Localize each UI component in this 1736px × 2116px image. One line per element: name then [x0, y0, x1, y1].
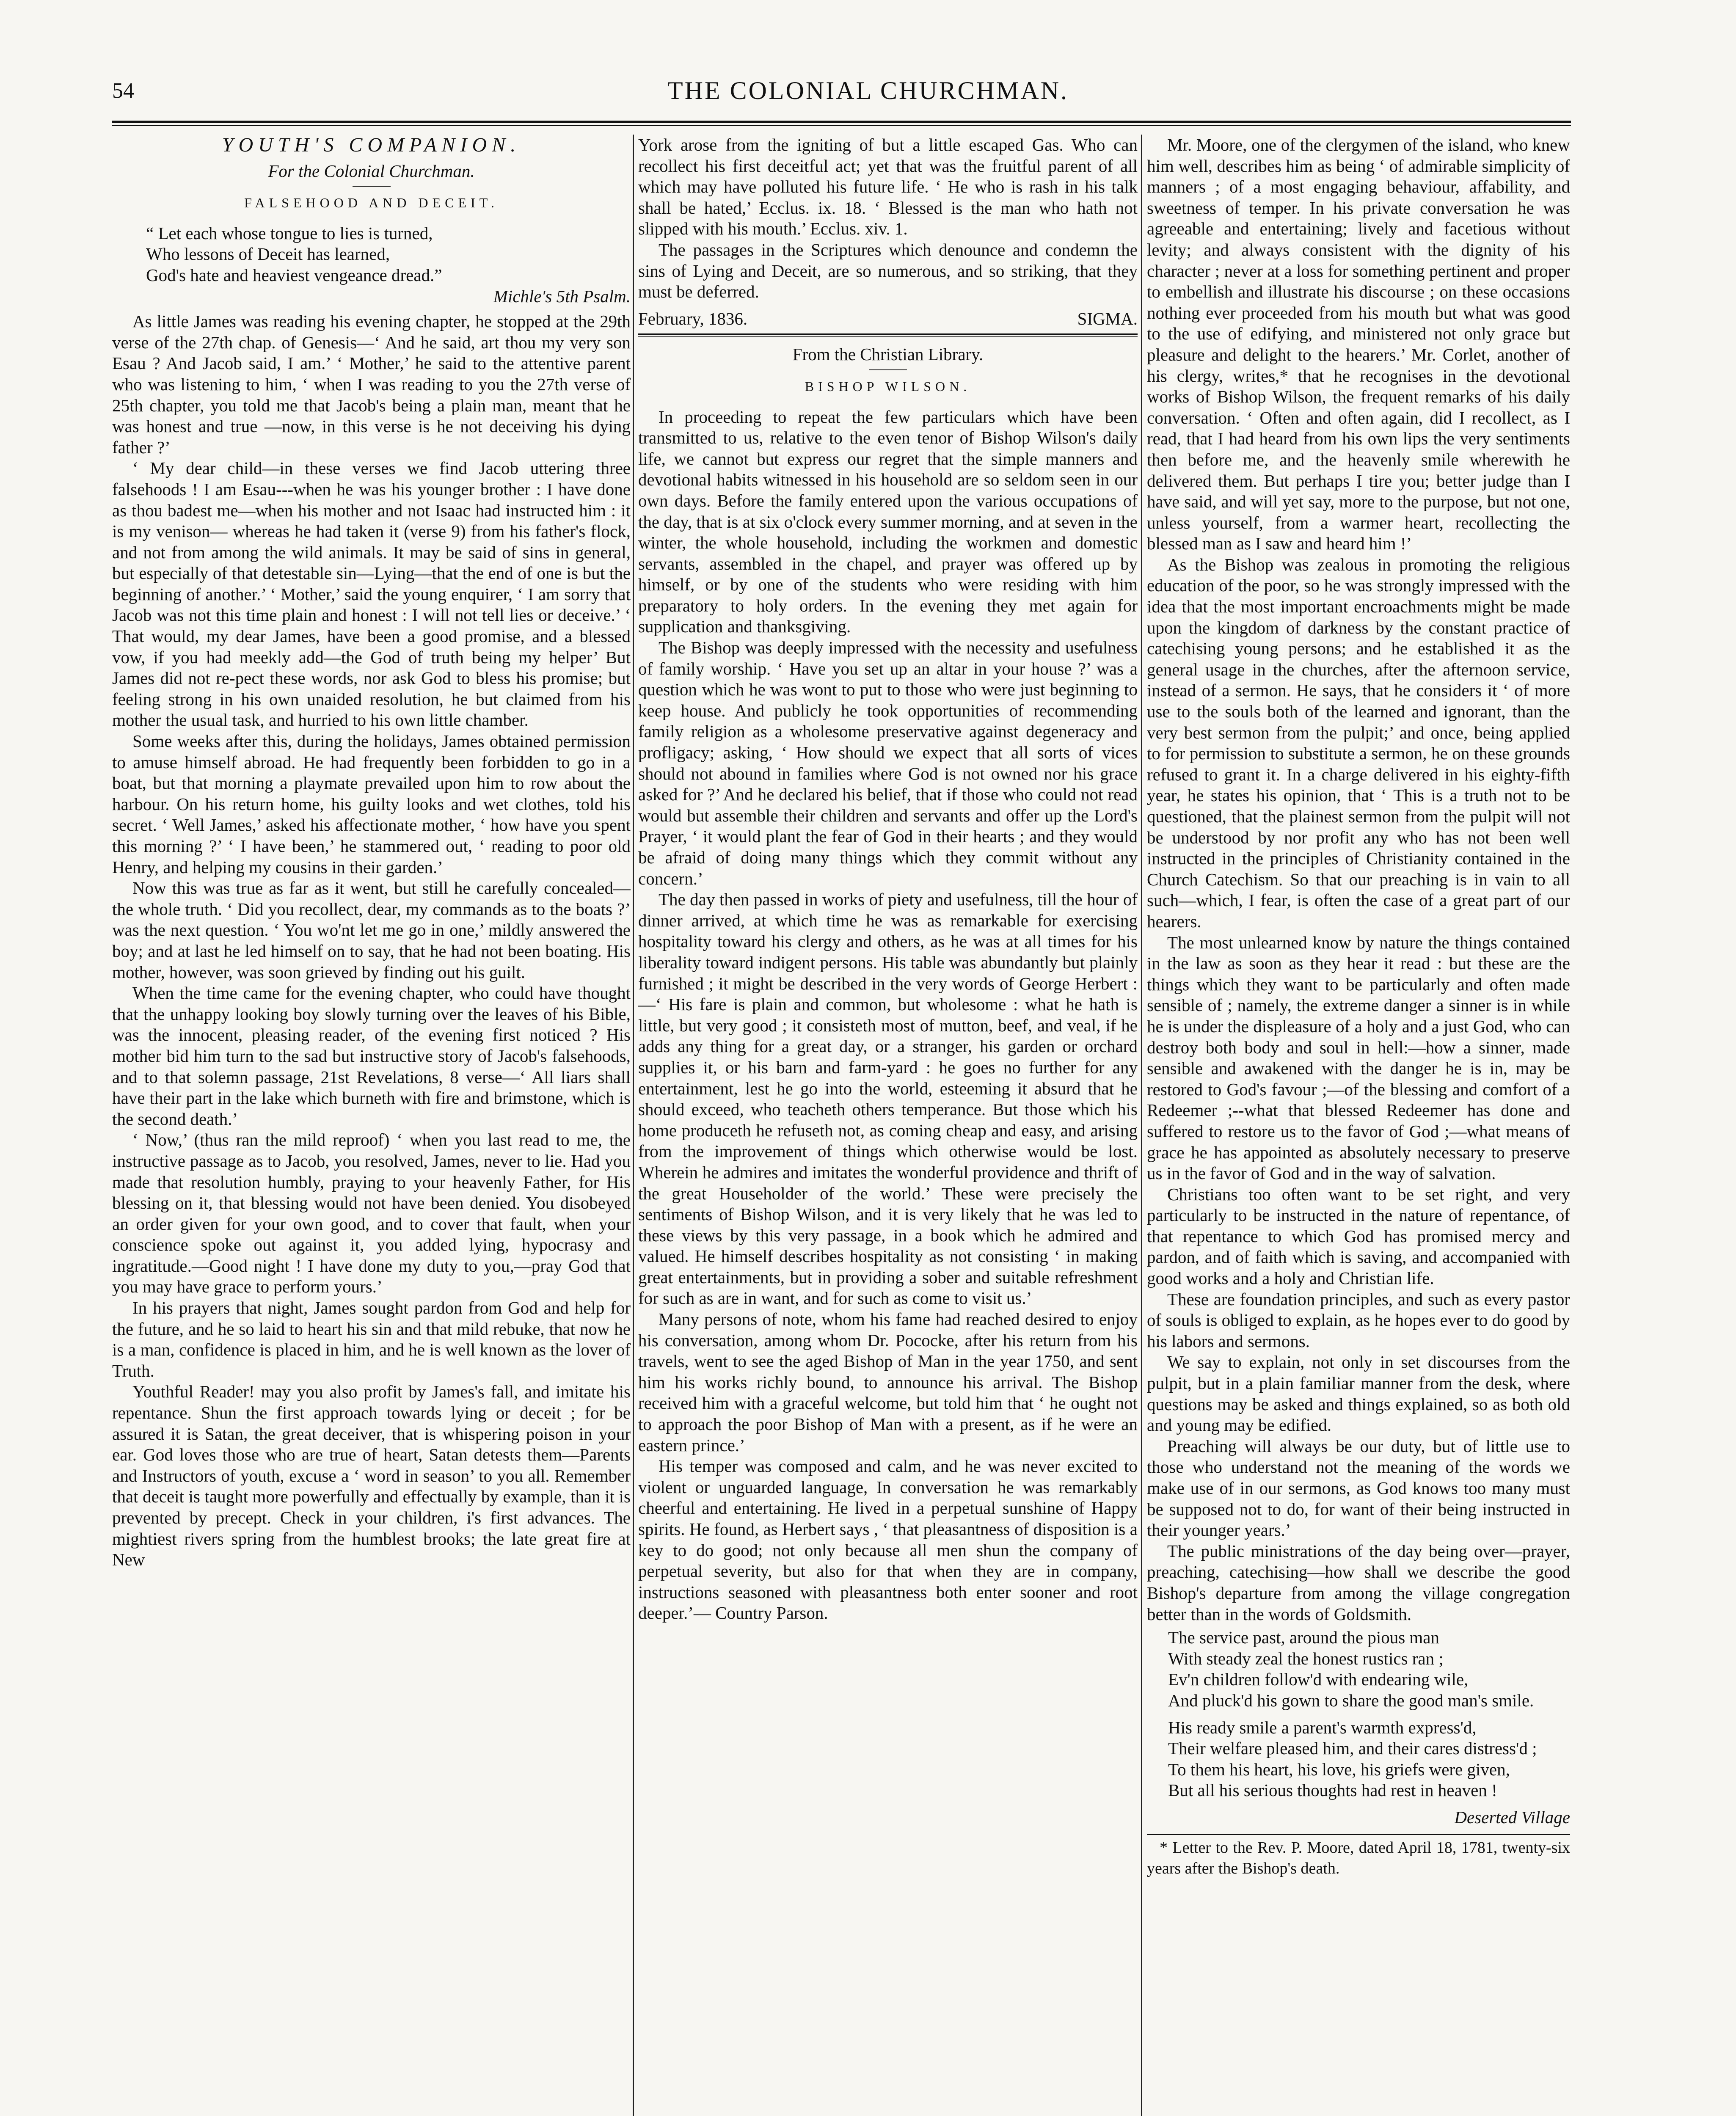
poem [1168, 1627, 1570, 1828]
paragraph: The day then passed in works of piety and usefulness, till the hour of dinner arrived, at which time he was as remarkable for exercising hospitality toward his clergy and others, as he was at all times for his liberality toward indigent persons. His table was abundantly but plainly furnished ; it might be described in the very words of George Herbert :—‘ His fare is plain and common, but wholesome : what he hath is little, but very good ; it consisteth most of mutton, beef, and veal, if he adds any thing for a great day, or a stranger, his garden or orchard supplies it, or his barn and farm-yard : he goes no further for any entertainment, lest he go into the world, esteeming it absurd that he should exceed, who teacheth others temperance. But those which his home produceth he refuseth not, as coming cheap and easy, and arising from the improvement of things which otherwise would be lost. Wherein he admires and imitates the wonderful providence and thrift of the great Householder of the world.’ These were precisely the sentiments of Bishop Wilson, and it is very likely that he was led to these views by this very passage, in a book which he admired and valued. He himself describes hospitality as not consisting ‘ in making great entertainments, but in providing a sober and suitable refreshment for such as are in want, and for such as come to visit us.’ [638, 890, 1138, 1308]
poem-line: And pluck'd his gown to share the good man's smile. [1168, 1690, 1534, 1710]
divider [353, 186, 391, 187]
article-title: FALSEHOOD AND DECEIT. [244, 195, 499, 211]
paragraph: We say to explain, not only in set discourses from the pulpit, but in a plain familiar manner from the desk, where questions may be asked and things explained, so as both old and young may be edified. [1147, 1352, 1570, 1435]
paragraph: The Bishop was deeply impressed with the necessity and usefulness of family worship. ‘ Have you set up an altar in your house ?’ was a question which he was wont to put to those who were just beginning to keep house. And publicly he took opportunities of recommending family religion as a wholesome preservative against degeneracy and profligacy; asking, ‘ How should we expect that all sorts of vices should not abound in families where God is not owned nor his grace asked for ?’ And he declared his belief, that if those who could not read would but assemble their children and servants and offer up the Lord's Prayer, ‘ it would plant the fear of God in their hearts ; and they would be afraid of doing many things which they commit without any concern.’ [638, 638, 1138, 888]
paragraph: As little James was reading his evening chapter, he stopped at the 29th verse of the 27th chap. of Genesis—‘ And he said, art thou my very son Esau ? And Jacob said, I am.’ ‘ Mother,’ he said to the attentive parent who was listening to him, ‘ when I was reading to you the 27th verse of 25th chapter, you told me that Jacob's being a plain man, meant that he was honest and true —now, in this verse is he not deceiving his dying father ?’ [112, 311, 631, 457]
epigraph-line: God's hate and heaviest vengeance dread.” [146, 265, 442, 285]
poem-stanza [1168, 1627, 1570, 1711]
paragraph: Now this was true as far as it went, but still he carefully concealed—the whole truth. ‘ Did you recollect, dear, my commands as to the boats ?’ was the next question. ‘ You wo'nt let me go in one,’ mildly answered the boy; and at last he led himself on to say, that he had not been boating. His mother, however, was soon grieved by finding out his guilt. [112, 878, 631, 982]
paragraph: As the Bishop was zealous in promoting the religious education of the poor, so he was strongly impressed with the idea that the most important encroachments might be made upon the kingdom of darkness by the constant practice of catechising young persons; and he established it as the general usage in the churches, after the afternoon service, instead of a sermon. He says, that he considers it ‘ of more use to the souls both of the learned and ignorant, than the very best sermon from the pulpit;’ and once, being applied to for permission to substitute a sermon, he on these grounds refused to grant it. In a charge delivered in his eighty-fifth year, he states his opinion, that ‘ This is a truth not to be questioned, that the plainest sermon from the pulpit will not be understood by nor profit any who has not been well instructed in the principles of Christianity contained in the Church Catechism. So that our preaching is in vain to all such—which, I fear, is often the case of a great part of our hearers. [1147, 554, 1570, 931]
section-title: YOUTH'S COMPANION. [222, 135, 521, 156]
poem-stanza [1168, 1717, 1570, 1801]
poem-line: To them his heart, his love, his griefs were given, [1168, 1759, 1510, 1779]
paragraph: In proceeding to repeat the few particulars which have been transmitted to us, relative to the even tenor of Bishop Wilson's daily life, we cannot but express our regret that the simple manners and devotional habits witnessed in his household are so seldom seen in our own days. Before the family entered upon the various occupations of the day, that is at six o'clock every summer morning, and at seven in the winter, the whole household, including the workmen and domestic servants, assembled in the chapel, and prayer was offered up by himself, or by one of the students who were residing with him preparatory to holy orders. In the evening they met again for supplication and thanksgiving. [638, 407, 1138, 636]
paragraph: Youthful Reader! may you also profit by James's fall, and imitate his repentance. Shun the first approach towards lying or deceit ; for be assured it is Satan, the great deceiver, that is whispering poison in your ear. God loves those who are true of heart, Satan detests them—Parents and Instructors of youth, excuse a ‘ word in season’ to you all. Remember that deceit is taught more powerfully and effectually by example, than it is prevented by precept. Check in your children, i's first advances. The mightiest rivers spring from the humblest brooks; the late great fire at New [112, 1382, 631, 1570]
paragraph: Some weeks after this, during the holidays, James obtained permission to amuse himself abroad. He had frequently been forbidden to go in a boat, but that morning a playmate prevailed upon him to row about the harbour. On his return home, his guilty looks and wet clothes, told his secret. ‘ Well James,’ asked his affectionate mother, ‘ how have you spent this morning ?’ ‘ I have been,’ he stammered out, ‘ reading to poor old Henry, and helping my cousins in their garden.’ [112, 731, 631, 877]
paragraph: Preaching will always be our duty, but of little use to those who understand not the meaning of the words we make use of in our sermons, as God knows too many must be supposed not to do, for want of their being instructed in their younger years.’ [1147, 1436, 1570, 1540]
paragraph: Mr. Moore, one of the clergymen of the island, who knew him well, describes him as being ‘ of admirable simplicity of manners ; of a most engaging behaviour, affability, and sweetness of temper. In his private conversation he was agreeable and entertaining; lively and facetious without levity; and always consistent with the dignity of his character ; never at a loss for something pertinent and proper to embellish and illustrate his discourse ; on these occasions nothing ever proceeded from his mouth but what was good to the use of edifying, and ministered not only grace but pleasure and delight to the hearers.’ Mr. Corlet, another of his clergy, writes,* that he recognises in the devotional works of Bishop Wilson, the frequent remarks of his daily conversation. ‘ Often and often again, did I recollect, as I read, that I had heard from his own lips the very sentiments then before me, and the heavenly smile wherewith he delivered them. But perhaps I tire you; better judge than I have said, and will yet say, more to the purpose, but not one, unless yourself, from a warmer heart, recollecting the blessed man as I saw and heard him !’ [1147, 135, 1570, 554]
column-3 [1147, 135, 1570, 2116]
poem-line: His ready smile a parent's warmth express'd, [1168, 1717, 1477, 1737]
paragraph: Many persons of note, whom his fame had reached desired to enjoy his conversation, among whom Dr. Pococke, after his return from his travels, went to see the aged Bishop of Man in the year 1750, and sent him his works richly bound, to announce his arrival. The Bishop received him with a graceful welcome, but told him that ‘ he ought not to approach the poor Bishop of Man with a present, as if he were an eastern prince.’ [638, 1309, 1138, 1455]
column-1 [112, 135, 631, 2116]
article-date: February, 1836. [638, 309, 748, 328]
paragraph: The passages in the Scriptures which denounce and condemn the sins of Lying and Deceit, are so numerous, and so striking, that they must be deferred. [638, 240, 1138, 302]
poem-source: Deserted Village [1454, 1807, 1570, 1827]
poem-line: Ev'n children follow'd with endearing wile, [1168, 1670, 1469, 1689]
poem-line: But all his serious thoughts had rest in heaven ! [1168, 1780, 1497, 1800]
paragraph: His temper was composed and calm, and he was never excited to violent or unguarded language, In conversation he was remarkably cheerful and entertaining. He lived in a perpetual sunshine of Happy spirits. He found, as Herbert says , ‘ that pleasantness of disposition is a key to do good; not only because all men shun the company of perpetual severity, but also for that when they are in company, instructions seasoned with pleasantness both enter sooner and root deeper.’— Country Parson. [638, 1456, 1138, 1623]
paragraph: The most unlearned know by nature the things contained in the law as soon as they hear it read : but these are the things which they want to be particularly and often made sensible of ; namely, the extreme danger a sinner is in while he is under the displeasure of a holy and a just God, who can destroy both body and soul in hell:—how a sinner, made sensible and awakened with the danger he is in, may be restored to God's favour ;—of the blessing and comfort of a Redeemer ;--what that blessed Redeemer has done and suffered to restore us to the favor of God ;—what means of grace he has appointed as absolutely necessary to preserve us in the favor of God and in the way of salvation. [1147, 932, 1570, 1183]
paragraph: These are foundation principles, and such as every pastor of souls is obliged to explain, as he hopes ever to do good by his labors and sermons. [1147, 1289, 1570, 1351]
paragraph: ‘ My dear child—in these verses we find Jacob uttering three falsehoods ! I am Esau---when he was his younger brother : I have done as thou badest me—when his mother and not Isaac had instructed him : it is my venison— whereas he had taken it (verse 9) from his father's flock, and not from among the wild animals. It may be said of sins in general, but especially of that detestable sin—Lying—that the end of one is but the beginning of another.’ ‘ Mother,’ said the young enquirer, ‘ I am sorry that Jacob was not this time plain and honest : I will not tell lies or deceive.’ ‘ That would, my dear James, have been a good promise, and a blessed vow, if you had meekly add—the God of truth being my helper’ But James did not re-pect these words, nor ask God to bless his promise; but feeling strong in his own unaided resolution, he but claimed from his mother the usual task, and hurried to his own little chamber. [112, 458, 631, 730]
paragraph: Christians too often want to be set right, and very particularly to be instructed in the nature of repentance, of that repentance to which God has promised mercy and pardon, and of faith which is saving, and accompanied with good works and a holy and Christian life. [1147, 1184, 1570, 1288]
article-signature: SIGMA. [1077, 309, 1138, 328]
paragraph: When the time came for the evening chapter, who could have thought that the unhappy looking boy slowly turning over the leaves of his Bible, was the innocent, pleasing reader, of the evening first noticed ? His mother bid him turn to the sad but instructive story of Jacob's falsehoods, and to that solemn passage, 21st Revelations, 8 verse—‘ All liars shall have their part in the lake which burneth with fire and brimstone, which is the second death.’ [112, 983, 631, 1129]
epigraph-source: Michle's 5th Psalm. [493, 286, 631, 306]
epigraph-line: “ Let each whose tongue to lies is turned, [146, 223, 433, 243]
section-rule [638, 333, 1138, 337]
article-title: BISHOP WILSON. [805, 378, 971, 394]
paragraph: In his prayers that night, James sought pardon from God and help for the future, and he so laid to heart his sin and that mild rebuke, that now he is a man, confidence is placed in him, and he is well known as the lover of Truth. [112, 1298, 631, 1380]
divider [869, 369, 907, 370]
article-signoff [638, 309, 1138, 330]
poem-line: Their welfare pleased him, and their cares distress'd ; [1168, 1739, 1537, 1758]
paragraph: The public ministrations of the day being over—prayer, preaching, catechising—how shall we describe the good Bishop's departure from among the village congregation better than in the words of Goldsmith. [1147, 1541, 1570, 1624]
paragraph: ‘ Now,’ (thus ran the mild reproof) ‘ when you last read to me, the instructive passage as to Jacob, you resolved, James, never to lie. Had you made that resolution humbly, praying to your heavenly Father, for His blessing on it, that blessing would not have been denied. You disobeyed an order given for your own good, and to cover that fault, when your conscience spoke out against it, you added lying, hypocrasy and ingratitude.—Good night ! I have done my duty to you,—pray God that you may have grace to perform yours.’ [112, 1130, 631, 1297]
for-line: For the Colonial Churchman. [268, 161, 475, 181]
poem-line: With steady zeal the honest rustics ran ; [1168, 1648, 1444, 1668]
column-divider [1141, 135, 1142, 2116]
epigraph-line: Who lessons of Deceit has learned, [146, 244, 390, 264]
column-2 [638, 135, 1138, 2116]
source-line: From the Christian Library. [792, 344, 984, 364]
header-rule [112, 121, 1571, 126]
epigraph [146, 223, 631, 307]
column-divider [633, 135, 634, 2116]
footnote: * Letter to the Rev. P. Moore, dated April 18, 1781, twenty-six years after the Bishop's death. [1147, 1834, 1570, 1879]
poem-line: The service past, around the pious man [1168, 1628, 1440, 1648]
page-number: 54 [112, 79, 134, 103]
masthead-title: THE COLONIAL CHURCHMAN. [667, 77, 1069, 105]
paragraph: York arose from the igniting of but a little escaped Gas. Who can recollect his first deceitful act; yet that was the fruitful parent of all which may have polluted his future life. ‘ He who is rash in his talk shall be hated,’ Ecclus. ix. 18. ‘ Blessed is the man who hath not slipped with his mouth.’ Ecclus. xiv. 1. [638, 135, 1138, 239]
